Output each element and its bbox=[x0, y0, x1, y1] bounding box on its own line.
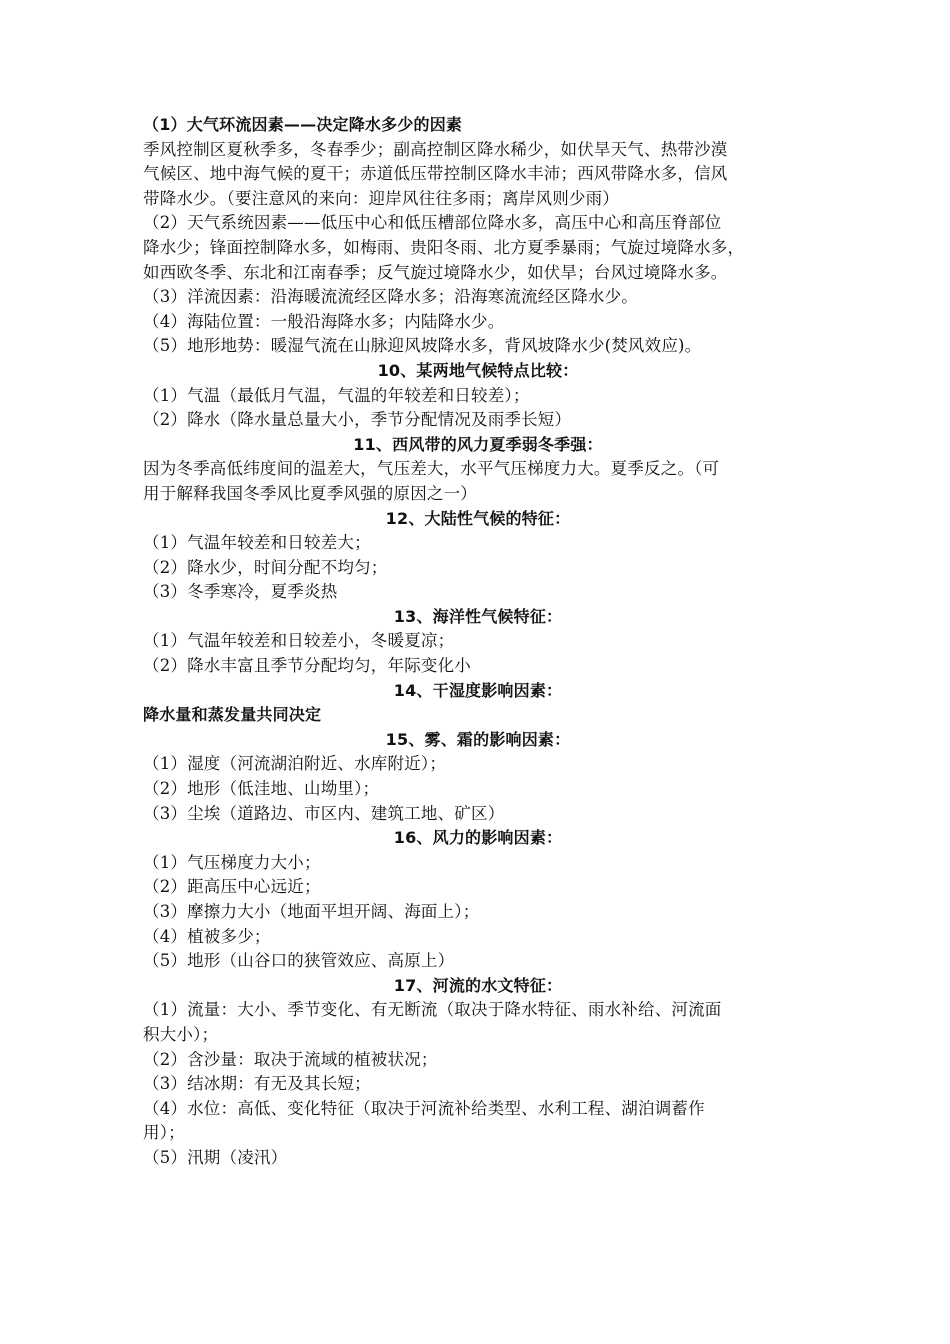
text-line: （5）地形（山谷口的狭管效应、高原上） bbox=[143, 951, 455, 971]
text-line: 用）； bbox=[143, 1123, 185, 1143]
text-line: （1）流量：大小、季节变化、有无断流（取决于降水特征、雨水补给、河流面 bbox=[143, 1000, 722, 1020]
text-line: （1）气温年较差和日较差小，冬暖夏凉； bbox=[143, 631, 455, 651]
section-heading: 12、大陆性气候的特征： bbox=[385, 508, 571, 528]
section-heading: 13、海洋性气候特征： bbox=[393, 606, 563, 626]
text-line: （2）含沙量：取决于流域的植被状况； bbox=[143, 1049, 438, 1069]
text-line: 季风控制区夏秋季多，冬春季少；副高控制区降水稀少，如伏旱天气、热带沙漠 bbox=[143, 139, 728, 159]
text-line: （3）摩擦力大小（地面平坦开阔、海面上）； bbox=[143, 902, 480, 921]
text-line: （3）结冰期：有无及其长短； bbox=[143, 1074, 371, 1094]
text-line: （2）地形（低洼地、山坳里）； bbox=[143, 779, 380, 799]
text-line: （2）降水丰富且季节分配均匀，年际变化小 bbox=[143, 656, 471, 676]
text-line: 如西欧冬季、东北和江南春季；反气旋过境降水少，如伏旱；台风过境降水多。 bbox=[143, 262, 728, 282]
document-page bbox=[143, 113, 813, 1171]
text-line: （3）洋流因素：沿海暖流流经区降水多；沿海寒流流经区降水少。 bbox=[143, 287, 638, 307]
section-heading: 11、西风带的风力夏季弱冬季强： bbox=[353, 434, 603, 454]
text-line: （1）气温（最低月气温，气温的年较差和日较差）； bbox=[143, 385, 530, 405]
text-line: （1）气温年较差和日较差大； bbox=[143, 533, 371, 553]
text-line: （1）气压梯度力大小； bbox=[143, 852, 321, 872]
text-line: （2）天气系统因素——低压中心和低压槽部位降水多，高压中心和高压脊部位 bbox=[143, 213, 722, 233]
text-line: 降水少；锋面控制降水多，如梅雨、贵阳冬雨、北方夏季暴雨；气旋过境降水多， bbox=[143, 237, 745, 257]
text-line: 降水量和蒸发量共同决定 bbox=[143, 705, 322, 725]
section-heading: 15、雾、霜的影响因素： bbox=[385, 729, 571, 749]
text-line: （2）降水少，时间分配不均匀； bbox=[143, 557, 388, 577]
text-line: （3）冬季寒冷，夏季炎热 bbox=[143, 582, 338, 602]
text-line: 积大小）； bbox=[143, 1024, 219, 1044]
section-heading: 17、河流的水文特征： bbox=[393, 975, 563, 995]
text-line: （2）降水（降水量总量大小，季节分配情况及雨季长短） bbox=[143, 410, 572, 430]
text-line: 气候区、地中海气候的夏干；赤道低压带控制区降水丰沛；西风带降水多，信风 bbox=[143, 164, 728, 184]
section-heading: 10、某两地气候特点比较： bbox=[377, 360, 579, 380]
section-heading: 16、风力的影响因素： bbox=[393, 828, 563, 848]
text-line: （2）距高压中心远近； bbox=[143, 877, 321, 897]
text-line: （1）大气环流因素——决定降水多少的因素 bbox=[143, 115, 463, 134]
text-line: （4）植被多少； bbox=[143, 926, 271, 946]
text-line: 因为冬季高低纬度间的温差大，气压差大，水平气压梯度力大。夏季反之。（可 bbox=[143, 459, 720, 479]
text-line: （5）汛期（凌汛） bbox=[143, 1147, 288, 1167]
text-line: （4）水位：高低、变化特征（取决于河流补给类型、水利工程、湖泊调蓄作 bbox=[143, 1098, 705, 1118]
text-line: 用于解释我国冬季风比夏季风强的原因之一） bbox=[143, 483, 477, 503]
text-line: 带降水少。（要注意风的来向：迎岸风往往多雨；离岸风则少雨） bbox=[143, 188, 620, 208]
text-line: （1）湿度（河流湖泊附近、水库附近）； bbox=[143, 754, 447, 774]
text-line: （3）尘埃（道路边、市区内、建筑工地、矿区） bbox=[143, 803, 505, 823]
section-heading: 14、干湿度影响因素： bbox=[393, 680, 563, 700]
text-line: （4）海陆位置：一般沿海降水多；内陆降水少。 bbox=[143, 311, 505, 331]
text-line: （5）地形地势：暖湿气流在山脉迎风坡降水多，背风坡降水少(焚风效应)。 bbox=[143, 336, 702, 356]
